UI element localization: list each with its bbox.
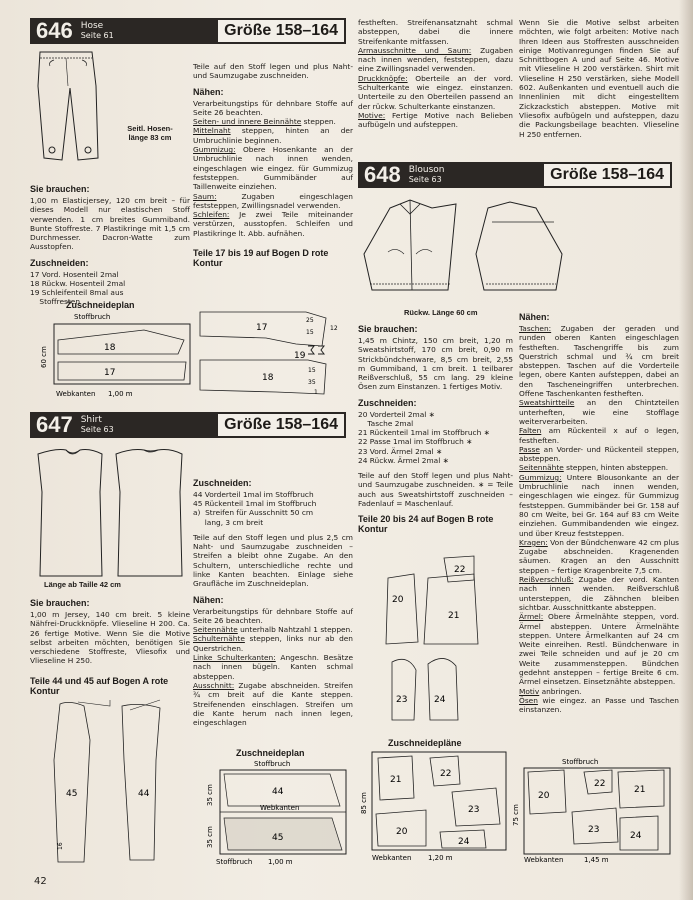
needs-text: 1,45 m Chintz, 150 cm breit, 1,20 m Sweatshirtstoff, 170 cm breit, 0,90 m Strickbündchenware, 8,5 cm breit, 2,55 m Gummiband, 1 cm breit. 1 teilbarer Reißverschluß, 55 cm lang. 29 kleine Ösen zum Einstanzen. 1 fertiges Motiv. [358, 336, 513, 392]
sew-step: Seitennähte steppen, hinten absteppen. [519, 463, 669, 473]
mark: 12 [330, 325, 338, 332]
cut-list [358, 410, 513, 465]
stoffbruch-label: Stoffbruch [216, 858, 253, 866]
sheet-heading: Teile 17 bis 19 auf Bogen D rote Kontur [193, 248, 329, 269]
sew-step: Linke Schulterkanten: Angeschn. Besätze nach innen bügeln. Kanten schmal absteppen. [193, 653, 353, 681]
piece-17: 17 [256, 323, 268, 333]
piece-23: 23 [396, 695, 408, 705]
blouson-illustration [360, 194, 566, 308]
intro-text: Teile auf den Stoff legen und plus Naht- und Saumzugabe zuschneiden. [193, 62, 353, 81]
sew-step: Druckknöpfe: Oberteile an der vord. Schulterkante wie eingez. einstanzen. Unterteile zu den Oberteilen passend an der rückw. Schulterkante einstanzen. [358, 73, 513, 111]
stoffbruch-label: Stoffbruch [74, 313, 111, 321]
cut-item: 23 Vord. Ärmel 2mal ∗ [358, 446, 443, 456]
cutting-plan-646 [34, 310, 194, 400]
pattern-sheet-647 [50, 700, 174, 870]
sew-step: Gummizug: Untere Blousonkante an der Umbruchlinie nach innen wenden, eingeschlagen wie eingez. für Gummizug feststeppen. Gummibänder bei Gr. 158 auf 80 cm Weite, bei Gr. 164 auf 83 cm Weite einziehen. Gummibandenden wie eingez. und über Kreuz feststeppen. [519, 472, 679, 538]
piece-24: 24 [434, 695, 446, 705]
sew-step: Saum: Zugaben eingeschlagen feststeppen, Zwillingsnadel verwenden. [193, 191, 353, 210]
height-label: 85 cm [360, 792, 368, 814]
col-648-right [519, 312, 679, 714]
piece-24: 24 [458, 837, 470, 847]
piece-20: 20 [392, 595, 404, 605]
sew-step: Kragen: Von der Bündchenware 42 cm plus Zugabe abschneiden. Kragenenden säumen. Kragen an den Ausschnitt steppen – fertige Kragenbreite 7,5 cm. [519, 537, 679, 575]
width-label: 1,20 m [428, 854, 453, 862]
item-page-ref: Seite 63 [408, 175, 442, 184]
pattern-sheet-648 [378, 552, 502, 728]
cut-item: 22 Passe 1mal im Stoffbruch ∗ [358, 437, 473, 447]
sew-step: Mittelnaht steppen, hinten an der Umbruchlinie beginnen. [193, 126, 353, 145]
item-title: Hose [80, 21, 104, 31]
sew-step: Ösen wie eingez. an Passe und Taschen einstanzen. [519, 695, 679, 715]
header-646 [30, 18, 346, 44]
webkanten-label: Webkanten [56, 390, 96, 398]
item-number: 646 [36, 18, 73, 43]
needs-heading: Sie brauchen: [358, 324, 418, 334]
col-647-right [193, 478, 353, 727]
needs-heading: Sie brauchen: [30, 598, 90, 608]
plans-heading: Zuschneidepläne [388, 738, 462, 748]
trousers-illustration [34, 46, 114, 170]
mark: 15 [308, 367, 316, 374]
mark: 1 [314, 389, 318, 396]
sew-heading: Nähen: [193, 594, 224, 605]
sew-heading: Nähen: [519, 312, 550, 322]
sew-heading: Nähen: [193, 86, 224, 97]
size-badge: Größe 158–164 [218, 20, 344, 42]
piece-23: 23 [588, 825, 600, 835]
col-647-left [30, 592, 190, 698]
mark: 25 [306, 317, 314, 324]
piece-17: 17 [104, 368, 116, 378]
sew-step: Armausschnitte und Saum: Zugaben nach innen wenden, feststeppen, dazu eine Zwillingsnadel verwenden. [358, 45, 513, 74]
webkanten-label: Webkanten [524, 856, 564, 864]
sheet-heading: Teile 20 bis 24 auf Bogen B rote Kontur [358, 514, 494, 535]
sew-step: Ärmel: Obere Ärmelnähte steppen, vord. Ärmel absteppen. Untere Ärmelnähte steppen. Untere Ärmelkanten auf 24 cm Weite einreihen. Restl. Bündchenware in zwei Teile schneiden und auf je 20 cm Weite zusammensteppen. Bündchen gedehnt ansteppen – fertige Breite 6 cm. Ärmel einsetzen. Einsetznähte absteppen. [519, 612, 679, 687]
height-label: 35 cm [206, 826, 214, 848]
cut-item: 18 Rückw. Hosenteil 2mal [30, 278, 126, 288]
col-646-left [30, 178, 190, 307]
sew-step: Sweatshirtteile an den Chintzteilen unterheften, wie eine Stofflage weiterverarbeiten. [519, 398, 679, 426]
sew-step: Schulternähte steppen, links nur ab den Querstrichen. [193, 634, 353, 653]
cutting-plan-648-a [356, 748, 508, 866]
stoffbruch-label: Stoffbruch [562, 758, 599, 766]
pattern-sheet-646 [196, 308, 350, 400]
piece-21: 21 [634, 785, 646, 795]
cut-item: 17 Vord. Hosenteil 2mal [30, 269, 119, 279]
size-badge: Größe 158–164 [544, 164, 670, 186]
col-647-continued [358, 18, 513, 130]
piece-21: 21 [448, 611, 460, 621]
sew-step: Motiv anbringen. [519, 686, 582, 696]
col-646-right [193, 62, 353, 270]
sew-step: Ausschnitt: Zugabe abschneiden. Streifen ¾ cm breit auf die Kante steppen. Streifenenden einschlagen. Streifen um die Kante herum nach innen legen, eingeschlagen [193, 680, 353, 728]
piece-45: 45 [66, 789, 78, 799]
sheet-heading: Teile 44 und 45 auf Bogen A rote Kontur [30, 675, 169, 696]
sew-step: Seitennähte unterhalb Nahtzahl 1 steppen. [193, 625, 353, 635]
piece-19: 19 [294, 351, 306, 361]
header-647 [30, 412, 346, 438]
cut-item: 19 Schleifenteil 8mal aus [30, 288, 124, 298]
header-648 [358, 162, 672, 188]
sew-step: Taschen: Zugaben der geraden und runden oberen Kanten eingeschlagen festheften. Taschengriffe bis zum Querstrich schmal und ¾ cm breit absteppen. Taschen auf die Vorderteile legen, obere Kanten aufsteppen, dabei an den Tascheneingriffen unterbrechen. Offene Taschenkanten festheften. [519, 324, 679, 399]
piece-18: 18 [262, 373, 274, 383]
item-number: 647 [36, 412, 73, 437]
piece-21: 21 [390, 775, 402, 785]
motive-text: Wenn Sie die Motive selbst arbeiten möchten, wie folgt arbeiten: Motive nach Ihren Ideen aus Stoffresten ausschneiden einige Motivanregungen finden Sie auf Schnittbogen A und auf Seite 46. Motive mit Vlieseline H 200 verstärken. Shirt mit Vlieseline H 250 verstärken, siehe Modell 602. Außenkanten und eventuell auch die Innenlinien mit dicht eingestelltem Zickzackstich absteppen. Motive mit Vliesofix aufbügeln und aufsteppen, dazu die Packungsbeilage beachten. Vlieseline H 250 entfernen. [519, 18, 679, 139]
item-number: 648 [364, 162, 401, 187]
mark: 16 [57, 842, 64, 850]
col-motive-text [519, 18, 679, 139]
mark: 35 [308, 379, 316, 386]
height-label: 60 cm [40, 346, 48, 368]
piece-20: 20 [396, 827, 408, 837]
webkanten-label: Webkanten [372, 854, 412, 862]
height-label: 35 cm [206, 784, 214, 806]
cut-item: 24 Rückw. Ärmel 2mal ∗ [358, 455, 449, 465]
shirt-caption: Länge ab Taille 42 cm [44, 580, 121, 589]
width-label: 1,00 m [268, 858, 293, 866]
cutting-plan-647 [200, 756, 350, 866]
sew-step: Passe an Vorder- und Rückenteil steppen, absteppen. [519, 444, 679, 464]
item-title: Blouson [408, 165, 445, 175]
item-page-ref: Seite 61 [80, 31, 114, 40]
page-number: 42 [34, 876, 47, 887]
sew-intro: Verarbeitungstips für dehnbare Stoffe auf Seite 26 beachten. [193, 98, 353, 117]
mark: 15 [306, 329, 314, 336]
cut-item: Stoffresten [30, 297, 81, 307]
sew-step: Motive: Fertige Motive nach Belieben aufbügeln und aufsteppen. [358, 110, 513, 130]
piece-22: 22 [454, 565, 466, 575]
cutting-plan-648-b [508, 756, 672, 866]
cut-heading: Zuschneiden: [30, 257, 89, 268]
piece-23: 23 [468, 805, 480, 815]
sew-step: Reißverschluß: Zugabe der vord. Kanten nach innen wenden. Reißverschluß untersteppen, die Zähnchen bleiben sichtbar. Ausschnittkante absteppen. [519, 575, 679, 612]
height-label: 75 cm [512, 804, 520, 826]
piece-44: 44 [138, 789, 150, 799]
cut-item: Tasche 2mal [358, 418, 414, 428]
sew-step: Schleifen: Je zwei Teile miteinander verstürzen, ausstopfen. Schleifen und Plastikringe lt. Abb. aufnähen. [193, 210, 353, 238]
cut-heading: Zuschneiden: [358, 397, 417, 408]
sew-step: Seiten- und innere Beinnähte steppen. [193, 117, 336, 127]
plan-heading: Zuschneideplan [236, 748, 305, 758]
size-badge: Größe 158–164 [218, 414, 344, 436]
shirt-illustration [32, 444, 188, 580]
needs-text: 1,00 m Jersey, 140 cm breit. 5 kleine Nähfrei-Druckknöpfe. Vlieseline H 200. Ca. 26 fertige Motive. Wenn Sie die Motive selbst arbeiten möchten, benötigen Sie verschiedene Stoffreste, Vliesofix und Vlieseline H 250. [30, 610, 190, 666]
cut-item: a) Streifen für Ausschnitt 50 cm [193, 508, 314, 518]
plan-heading: Zuschneideplan [66, 300, 135, 310]
piece-44: 44 [272, 787, 284, 797]
piece-22: 22 [440, 769, 452, 779]
piece-24: 24 [630, 831, 642, 841]
cut-item: 20 Vorderteil 2mal ∗ [358, 409, 435, 419]
piece-18: 18 [104, 343, 116, 353]
cut-item: 44 Vorderteil 1mal im Stoffbruch [193, 490, 314, 499]
intro-text: Teile auf den Stoff legen und plus Naht- und Saumzugabe zuschneiden. ∗ = Teile auch aus Sweatshirtstoff zuschneiden – Fadenlauf = Maschenlauf. [358, 471, 513, 508]
sew-step: Gummizug: Obere Hosenkante an der Umbruchlinie nach innen wenden, eingeschlagen wie eingez. für Gummizug feststeppen. Gummibänder auf Taillenweite einziehen. [193, 145, 353, 192]
sew-intro: Verarbeitungstips für dehnbare Stoffe auf Seite 26 beachten. [193, 606, 353, 625]
cut-list [193, 490, 353, 527]
needs-text: 1,00 m Elasticjersey, 120 cm breit – für dieses Modell nur elastischen Stoff verwenden. 1 cm breites Gummiband. Bunte Stoffreste. 7 Plastikringe mit 1,5 cm Durchmesser. Dacron-Watte zum Ausstopfen. [30, 196, 190, 252]
piece-22: 22 [594, 779, 606, 789]
webkanten-label: Webkanten [260, 804, 300, 812]
needs-heading: Sie brauchen: [30, 184, 90, 194]
piece-45: 45 [272, 833, 284, 843]
page-fold-shadow [679, 0, 693, 900]
continued-text: festheften. Streifenansatznaht schmal absteppen, dabei die innere Streifenkante mitfassen. [358, 18, 513, 46]
piece-20: 20 [538, 791, 550, 801]
cut-item: 45 Rückenteil 1mal im Stoffbruch [193, 499, 317, 509]
width-label: 1,00 m [108, 390, 133, 398]
cut-item: lang, 3 cm breit [193, 517, 264, 527]
cut-item: 21 Rückenteil 1mal im Stoffbruch ∗ [358, 428, 490, 438]
intro-text: Teile auf den Stoff legen und plus 2,5 cm Naht- und Saumzugabe zuschneiden – Streifen a bleibt ohne Zugabe. An den Schultern, unterschiedliche rechte und linke Kanten beachten. Einlage siehe Graufläche im Zuschneideplan. [193, 532, 353, 589]
col-648-left [358, 318, 513, 536]
item-page-ref: Seite 63 [80, 425, 114, 434]
item-title: Shirt [80, 415, 102, 425]
trousers-caption: Seitl. Hosen-länge 83 cm [127, 124, 173, 142]
cut-heading: Zuschneiden: [193, 478, 252, 488]
sew-step: Falten am Rückenteil x auf o legen, festheften. [519, 426, 679, 445]
stoffbruch-label: Stoffbruch [254, 760, 291, 768]
width-label: 1,45 m [584, 856, 609, 864]
blouson-caption: Rückw. Länge 60 cm [404, 308, 478, 317]
